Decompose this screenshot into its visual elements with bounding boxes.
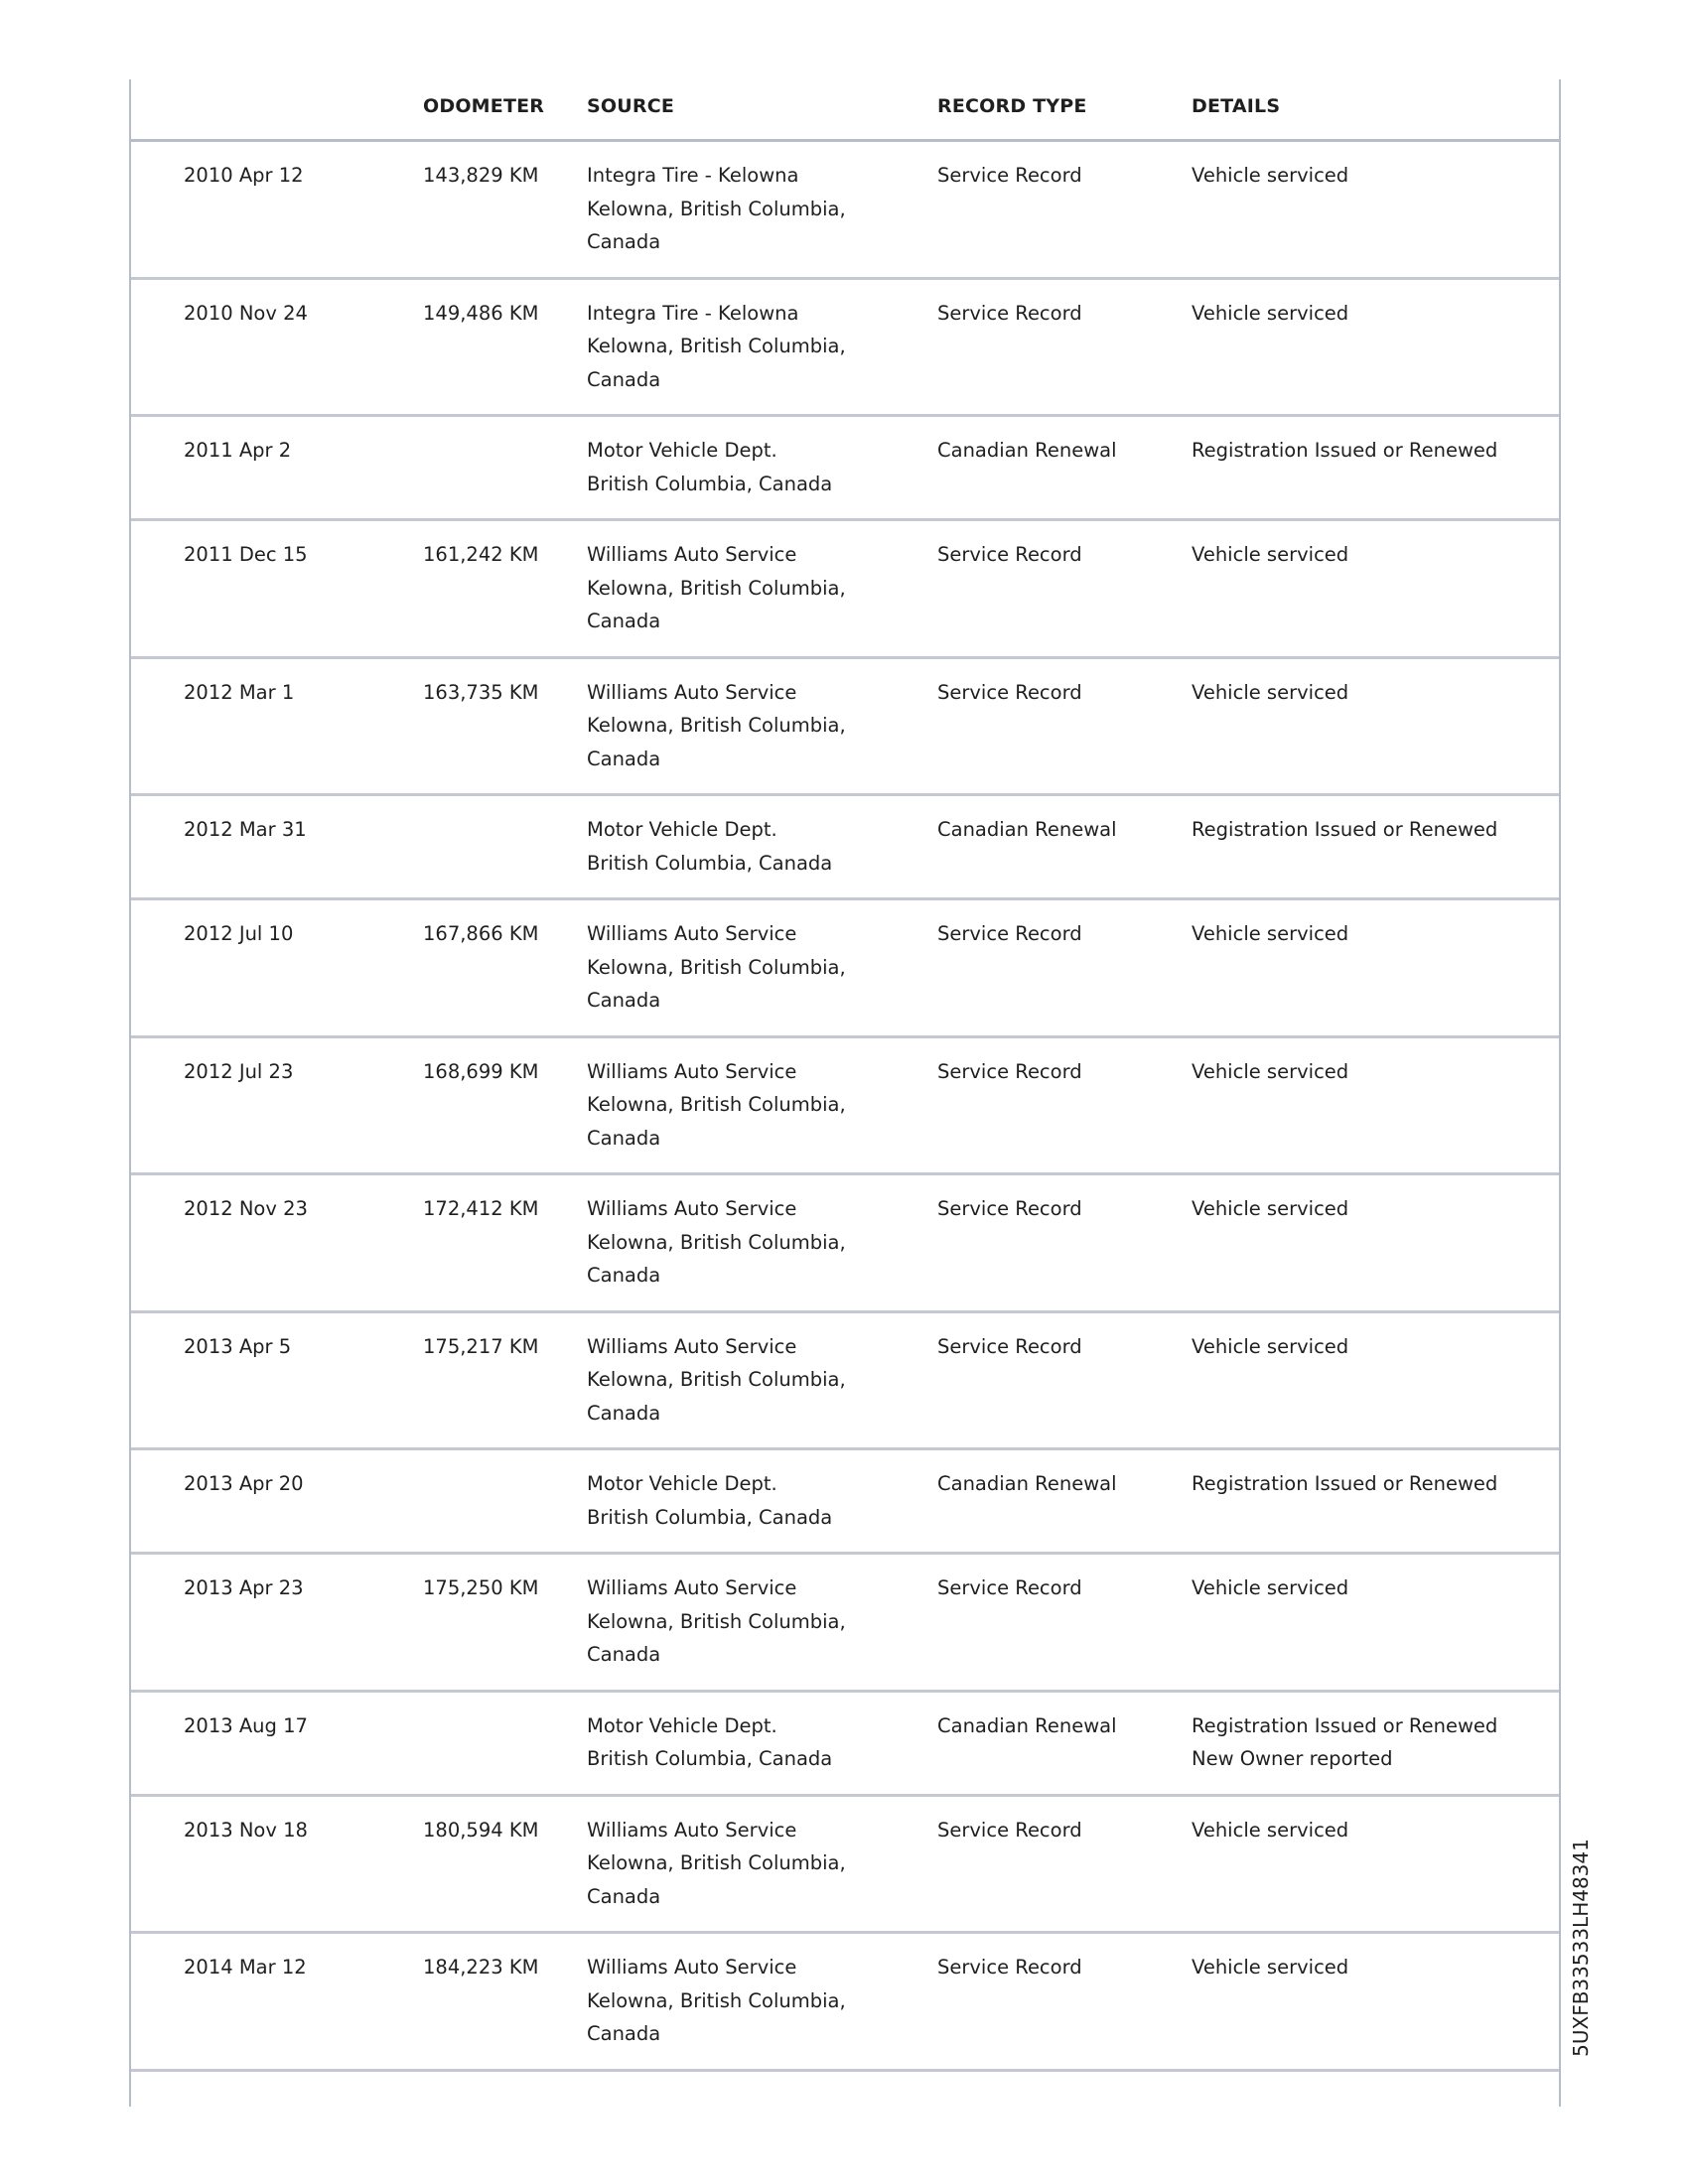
cell-odometer: 175,217 KM (423, 1334, 539, 1358)
cell-details (1192, 813, 1497, 847)
cell-details (1192, 676, 1348, 710)
source-line: Canada (587, 747, 661, 770)
source-line: Canada (587, 2022, 661, 2045)
table-row (131, 1693, 1559, 1797)
header-odometer: ODOMETER (423, 95, 545, 117)
source-line: British Columbia, Canada (587, 851, 833, 875)
cell-source (587, 1709, 885, 1776)
source-line: Canada (587, 989, 661, 1012)
source-line: Williams Auto Service (587, 1956, 797, 1979)
source-line: Canada (587, 610, 661, 632)
cell-details (1192, 297, 1348, 331)
cell-record-type: Service Record (937, 1956, 1082, 1979)
details-line: Vehicle serviced (1192, 543, 1349, 566)
source-line: Canada (587, 1264, 661, 1287)
cell-odometer: 168,699 KM (423, 1059, 539, 1083)
cell-odometer: 143,829 KM (423, 164, 539, 187)
cell-source (587, 813, 885, 880)
source-line: Kelowna, British Columbia, (587, 1230, 846, 1254)
cell-date: 2011 Apr 2 (184, 439, 292, 462)
cell-odometer: 184,223 KM (423, 1956, 539, 1979)
cell-date: 2011 Dec 15 (184, 543, 308, 566)
details-line: New Owner reported (1192, 1747, 1393, 1770)
source-line: Motor Vehicle Dept. (587, 1472, 777, 1495)
cell-source (587, 1330, 885, 1431)
cell-source (587, 1192, 885, 1293)
cell-source (587, 159, 885, 259)
cell-record-type: Service Record (937, 1334, 1082, 1358)
source-line: Integra Tire - Kelowna (587, 164, 799, 187)
cell-odometer: 163,735 KM (423, 680, 539, 704)
details-line: Vehicle serviced (1192, 1197, 1349, 1220)
table-row (131, 1555, 1559, 1693)
source-line: Williams Auto Service (587, 922, 797, 945)
cell-record-type: Canadian Renewal (937, 439, 1117, 462)
details-line: Vehicle serviced (1192, 1334, 1349, 1358)
cell-details (1192, 1709, 1497, 1776)
details-line: Registration Issued or Renewed (1192, 439, 1498, 462)
source-line: Kelowna, British Columbia, (587, 1368, 846, 1391)
source-line: Williams Auto Service (587, 1197, 797, 1220)
table-row (131, 1313, 1559, 1451)
cell-source (587, 1571, 885, 1672)
cell-date: 2013 Apr 23 (184, 1576, 304, 1599)
source-line: Kelowna, British Columbia, (587, 576, 846, 600)
header-record-type: RECORD TYPE (937, 95, 1087, 117)
cell-odometer: 175,250 KM (423, 1576, 539, 1599)
table-row (131, 1450, 1559, 1555)
source-line: Motor Vehicle Dept. (587, 818, 777, 841)
details-line: Vehicle serviced (1192, 1576, 1349, 1599)
source-line: Canada (587, 367, 661, 391)
table-row (131, 796, 1559, 900)
cell-source (587, 297, 885, 397)
cell-source (587, 917, 885, 1018)
source-line: Motor Vehicle Dept. (587, 439, 777, 462)
table-row (131, 280, 1559, 418)
table-row (131, 1175, 1559, 1313)
table-header (131, 79, 1559, 142)
cell-details (1192, 1330, 1348, 1364)
details-line: Vehicle serviced (1192, 922, 1349, 945)
cell-details (1192, 1467, 1497, 1501)
cell-record-type: Service Record (937, 301, 1082, 325)
header-source: SOURCE (587, 95, 675, 117)
vehicle-history-table (129, 79, 1561, 2107)
cell-record-type: Service Record (937, 164, 1082, 187)
cell-record-type: Service Record (937, 543, 1082, 566)
cell-details (1192, 1055, 1348, 1089)
cell-date: 2010 Nov 24 (184, 301, 308, 325)
cell-source (587, 1055, 885, 1156)
source-line: Williams Auto Service (587, 543, 797, 566)
table-row (131, 521, 1559, 659)
source-line: Williams Auto Service (587, 1059, 797, 1083)
cell-record-type: Service Record (937, 1818, 1082, 1842)
source-line: British Columbia, Canada (587, 1505, 833, 1529)
cell-source (587, 676, 885, 776)
details-line: Vehicle serviced (1192, 164, 1349, 187)
cell-source (587, 538, 885, 638)
table-row (131, 659, 1559, 797)
source-line: Kelowna, British Columbia, (587, 1851, 846, 1874)
details-line: Registration Issued or Renewed (1192, 818, 1498, 841)
details-line: Vehicle serviced (1192, 680, 1349, 704)
source-line: Kelowna, British Columbia, (587, 1093, 846, 1116)
cell-record-type: Canadian Renewal (937, 818, 1117, 841)
source-line: Canada (587, 1401, 661, 1425)
cell-details (1192, 538, 1348, 572)
table-row (131, 417, 1559, 521)
source-line: Kelowna, British Columbia, (587, 714, 846, 737)
cell-details (1192, 1571, 1348, 1605)
details-line: Vehicle serviced (1192, 1956, 1349, 1979)
cell-date: 2013 Aug 17 (184, 1713, 308, 1737)
header-details: DETAILS (1192, 95, 1281, 117)
table-row (131, 1038, 1559, 1176)
cell-record-type: Service Record (937, 1576, 1082, 1599)
cell-record-type: Canadian Renewal (937, 1472, 1117, 1495)
cell-details (1192, 1951, 1348, 1984)
source-line: British Columbia, Canada (587, 1747, 833, 1770)
cell-odometer: 172,412 KM (423, 1197, 539, 1220)
cell-odometer: 180,594 KM (423, 1818, 539, 1842)
source-line: Canada (587, 1643, 661, 1666)
source-line: British Columbia, Canada (587, 472, 833, 495)
cell-date: 2010 Apr 12 (184, 164, 304, 187)
cell-odometer: 149,486 KM (423, 301, 539, 325)
source-line: Canada (587, 1126, 661, 1150)
cell-record-type: Canadian Renewal (937, 1713, 1117, 1737)
cell-source (587, 1951, 885, 2051)
cell-date: 2013 Apr 5 (184, 1334, 292, 1358)
cell-record-type: Service Record (937, 922, 1082, 945)
cell-odometer: 167,866 KM (423, 922, 539, 945)
cell-record-type: Service Record (937, 1197, 1082, 1220)
source-line: Kelowna, British Columbia, (587, 197, 846, 220)
cell-record-type: Service Record (937, 1059, 1082, 1083)
cell-source (587, 1814, 885, 1914)
details-line: Vehicle serviced (1192, 1818, 1349, 1842)
source-line: Integra Tire - Kelowna (587, 301, 799, 325)
source-line: Kelowna, British Columbia, (587, 335, 846, 357)
source-line: Williams Auto Service (587, 1334, 797, 1358)
vin-label: 5UXFB33533LH48341 (1569, 1839, 1593, 2057)
cell-details (1192, 159, 1348, 193)
source-line: Kelowna, British Columbia, (587, 1988, 846, 2012)
cell-odometer: 161,242 KM (423, 543, 539, 566)
cell-date: 2014 Mar 12 (184, 1956, 307, 1979)
source-line: Kelowna, British Columbia, (587, 955, 846, 979)
table-row (131, 1934, 1559, 2072)
table-body (131, 142, 1559, 2072)
source-line: Motor Vehicle Dept. (587, 1713, 777, 1737)
source-line: Canada (587, 1884, 661, 1908)
details-line: Registration Issued or Renewed (1192, 1713, 1498, 1737)
details-line: Vehicle serviced (1192, 1059, 1349, 1083)
cell-record-type: Service Record (937, 680, 1082, 704)
table-row (131, 1797, 1559, 1935)
cell-date: 2012 Nov 23 (184, 1197, 308, 1220)
source-line: Kelowna, British Columbia, (587, 1609, 846, 1633)
details-line: Vehicle serviced (1192, 301, 1349, 325)
cell-date: 2012 Jul 23 (184, 1059, 294, 1083)
table-row (131, 900, 1559, 1038)
cell-details (1192, 917, 1348, 951)
cell-date: 2012 Jul 10 (184, 922, 294, 945)
cell-source (587, 1467, 885, 1534)
source-line: Canada (587, 230, 661, 253)
source-line: Williams Auto Service (587, 1576, 797, 1599)
table-row (131, 142, 1559, 280)
cell-details (1192, 1192, 1348, 1226)
cell-details (1192, 434, 1497, 468)
cell-details (1192, 1814, 1348, 1847)
source-line: Williams Auto Service (587, 1818, 797, 1842)
cell-date: 2013 Nov 18 (184, 1818, 308, 1842)
cell-date: 2012 Mar 31 (184, 818, 307, 841)
details-line: Registration Issued or Renewed (1192, 1472, 1498, 1495)
cell-source (587, 434, 885, 500)
source-line: Williams Auto Service (587, 680, 797, 704)
cell-date: 2013 Apr 20 (184, 1472, 304, 1495)
cell-date: 2012 Mar 1 (184, 680, 295, 704)
